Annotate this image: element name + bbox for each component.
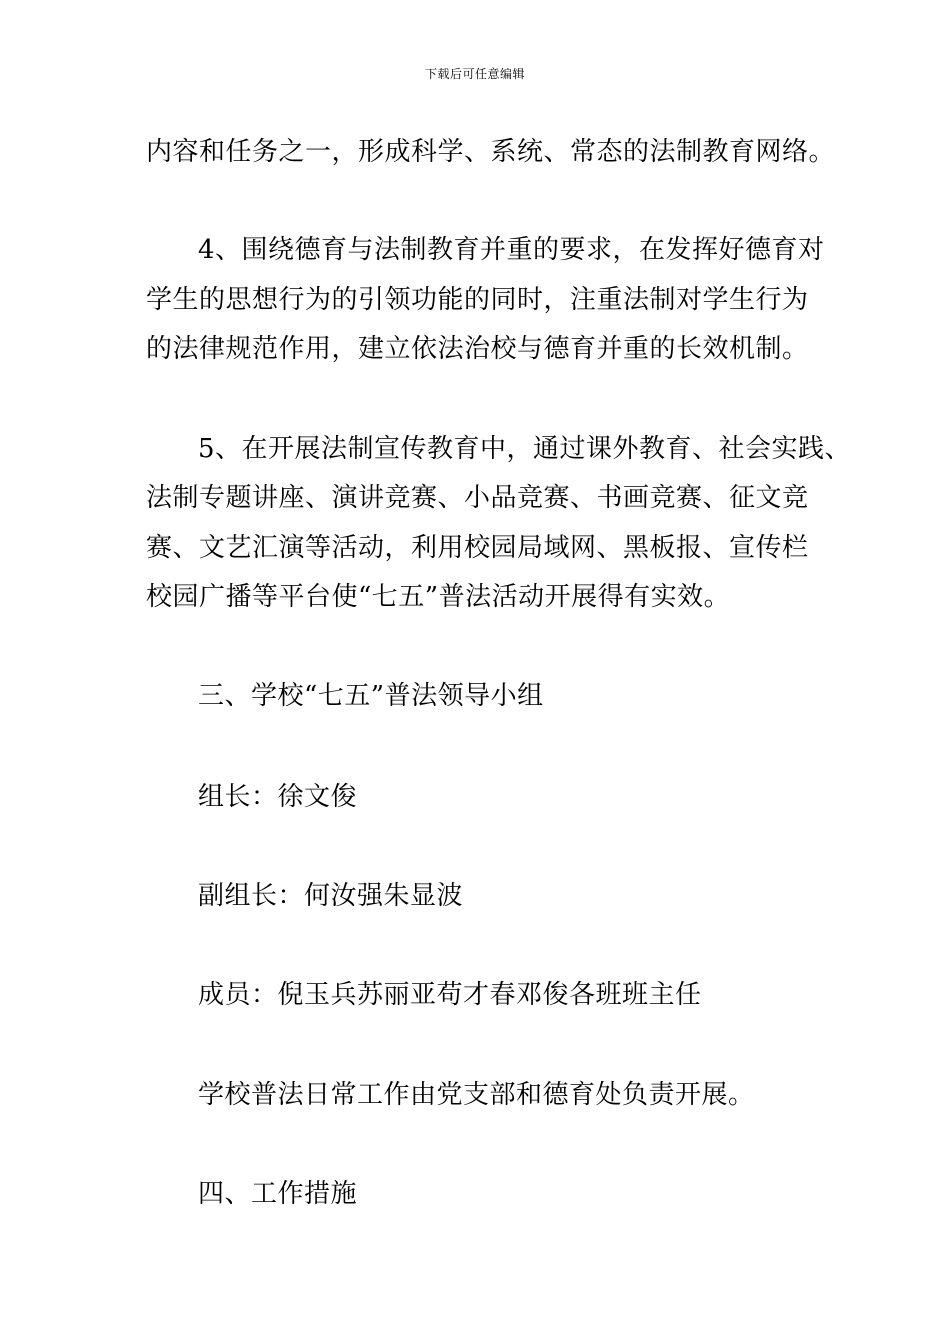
paragraph-line: 4、围绕德育与法制教育并重的要求，在发挥好德育对 <box>198 235 825 265</box>
paragraph-line: 校园广播等平台使“七五”普法活动开展得有实效。 <box>146 582 731 612</box>
paragraph-line: 的法律规范作用，建立依法治校与德育并重的长效机制。 <box>146 334 809 364</box>
group-members: 成员：倪玉兵苏丽亚苟才春邓俊各班班主任 <box>198 980 702 1010</box>
paragraph-line: 学生的思想行为的引领功能的同时，注重法制对学生行为 <box>146 285 809 315</box>
section-heading: 三、学校“七五”普法领导小组 <box>198 681 544 711</box>
deputy-leader: 副组长：何汝强朱显波 <box>198 881 464 911</box>
paragraph-line: 学校普法日常工作由党支部和德育处负责开展。 <box>198 1080 755 1110</box>
group-leader: 组长：徐文俊 <box>198 782 358 812</box>
paragraph-line: 5、在开展法制宣传教育中，通过课外教育、社会实践、 <box>198 434 852 464</box>
page-header: 下载后可任意编辑 <box>424 67 525 81</box>
paragraph-line: 赛、文艺汇演等活动，利用校园局域网、黑板报、宣传栏 <box>146 533 809 563</box>
paragraph-line: 法制专题讲座、演讲竞赛、小品竞赛、书画竞赛、征文竞 <box>146 483 809 513</box>
section-heading: 四、工作措施 <box>198 1179 358 1209</box>
paragraph-line: 内容和任务之一，形成科学、系统、常态的法制教育网络。 <box>146 137 836 167</box>
